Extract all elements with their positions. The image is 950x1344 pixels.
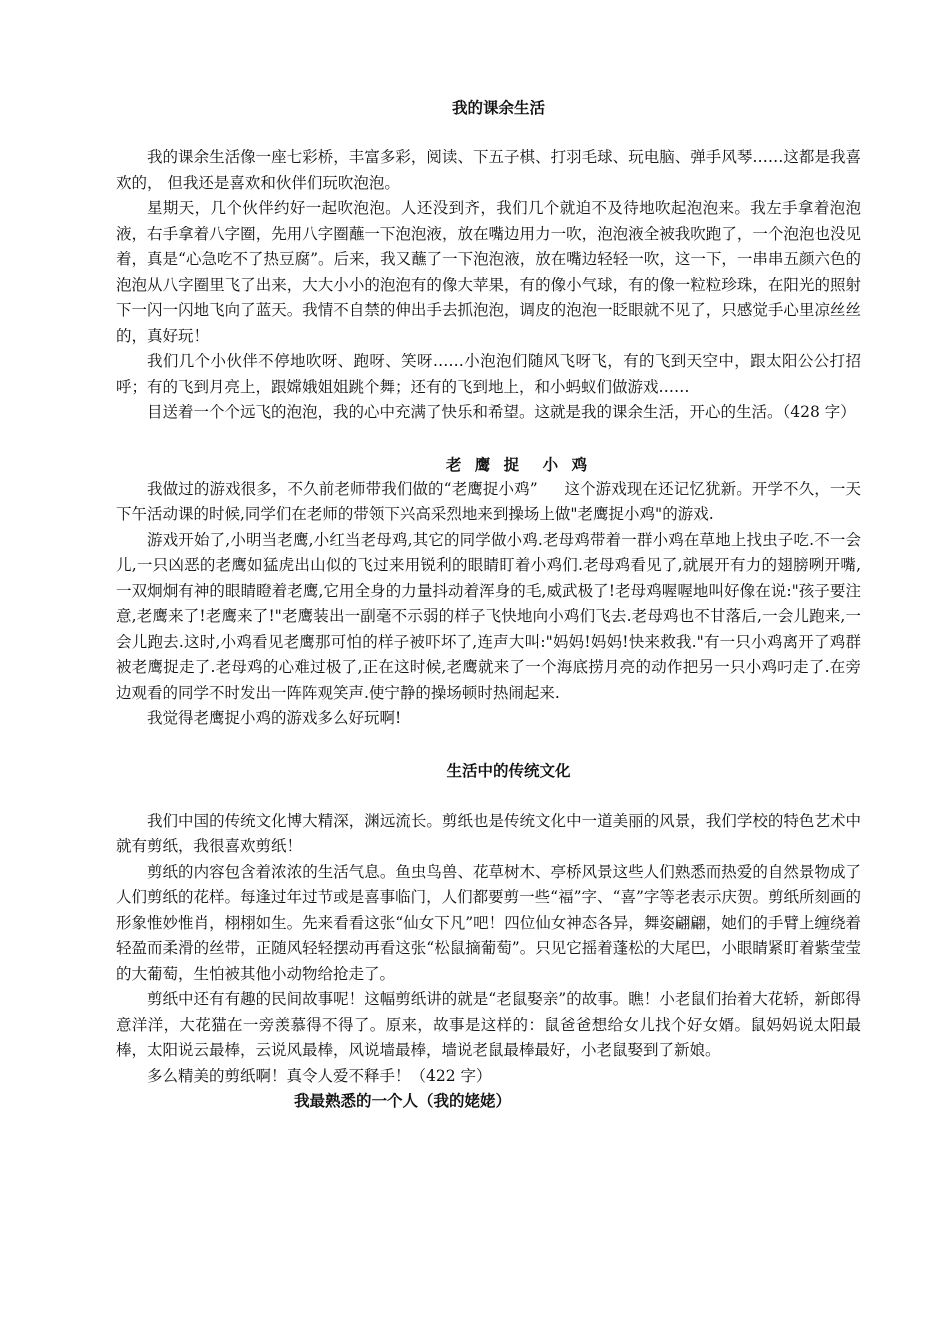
essay-title-grandma: 我最熟悉的一个人（我的姥姥） — [294, 1092, 512, 1110]
essay-title-after-school-life: 我的课余生活 — [451, 99, 545, 117]
paragraph: 我做过的游戏很多，不久前老师带我们做的“老鹰捉小鸡” 这个游戏现在还记忆犹新。开学不久，一天下午活动课的时候,同学们在老师的带领下兴高采烈地来到操场上做"老鹰捉小鸡"的游戏. — [116, 479, 861, 523]
document-page — [116, 96, 861, 1111]
paragraph: 星期天，几个伙伴约好一起吹泡泡。人还没到齐，我们几个就迫不及待地吹起泡泡来。我左手拿着泡泡液，右手拿着八字圈，先用八字圈蘸一下泡泡液，放在嘴边用力一吹，泡泡液全被我吹跑了，一个泡泡也没见着，真是“心急吃不了热豆腐”。后来，我又蘸了一下泡泡液，放在嘴边轻轻一吹，这一下，一串串五颜六色的泡泡从八字圈里飞了出来，大大小小的泡泡有的像大苹果，有的像小气球，有的像一粒粒珍珠，在阳光的照射下一闪一闪地飞向了蓝天。我情不自禁的伸出手去抓泡泡，调皮的泡泡一眨眼就不见了，只感觉手心里凉丝丝的，真好玩！ — [116, 199, 861, 345]
paragraph: 我的课余生活像一座七彩桥，丰富多彩，阅读、下五子棋、打羽毛球、玩电脑、弹手风琴……这都是我喜欢的， 但我还是喜欢和伙伴们玩吹泡泡。 — [116, 148, 861, 192]
paragraph: 我们几个小伙伴不停地吹呀、跑呀、笑呀……小泡泡们随风飞呀飞，有的飞到天空中，跟太阳公公打招呼；有的飞到月亮上，跟嫦娥姐姐跳个舞；还有的飞到地上，和小蚂蚁们做游戏…… — [116, 352, 861, 396]
paragraph: 多么精美的剪纸啊！真令人爱不释手！（422 字） — [147, 1066, 492, 1085]
paragraph: 我觉得老鹰捉小鸡的游戏多么好玩啊! — [147, 709, 402, 727]
paragraph: 游戏开始了,小明当老鹰,小红当老母鸡,其它的同学做小鸡.老母鸡带着一群小鸡在草地上找虫子吃.不一会儿,一只凶恶的老鹰如猛虎出山似的飞过来用锐利的眼睛盯着小鸡们.老母鸡看见了,就展开有力的翅膀咧开嘴,一双炯炯有神的眼睛瞪着老鹰,它用全身的力量抖动着浑身的毛,威武极了!老母鸡喔喔地叫好像在说:"孩子要注意,老鹰来了!老鹰来了!"老鹰装出一副毫不示弱的样子飞快地向小鸡们飞去.老母鸡也不甘落后,一会儿跑来,一会儿跑去.这时,小鸡看见老鹰那可怕的样子被吓坏了,连声大叫:"妈妈!妈妈!快来救我."有一只小鸡离开了鸡群被老鹰捉走了.老母鸡的心难过极了,正在这时候,老鹰就来了一个海底捞月亮的动作把另一只小鸡叼走了.在旁边观看的同学不时发出一阵阵观笑声.使宁静的操场顿时热闹起来. — [116, 530, 861, 702]
essay-title-eagle-catches-chicks: 老 鹰 捉 小 鸡 — [445, 455, 592, 474]
paragraph: 目送着一个个远飞的泡泡，我的心中充满了快乐和希望。这就是我的课余生活，开心的生活。（428 字） — [147, 403, 856, 421]
essay-title-traditional-culture: 生活中的传统文化 — [446, 761, 571, 780]
paragraph: 我们中国的传统文化博大精深，渊远流长。剪纸也是传统文化中一道美丽的风景，我们学校的特色艺术中就有剪纸，我很喜欢剪纸！ — [116, 811, 861, 855]
paragraph: 剪纸中还有有趣的民间故事呢！这幅剪纸讲的就是“老鼠娶亲”的故事。瞧！小老鼠们抬着大花轿，新郎得意洋洋，大花猫在一旁羡慕得不得了。原来，故事是这样的：鼠爸爸想给女儿找个好女婿。鼠妈妈说太阳最棒，太阳说云最棒，云说风最棒，风说墙最棒，墙说老鼠最棒最好，小老鼠娶到了新娘。 — [116, 990, 861, 1059]
paragraph: 剪纸的内容包含着浓浓的生活气息。鱼虫鸟兽、花草树木、亭桥风景这些人们熟悉而热爱的自然景物成了人们剪纸的花样。每逢过年过节或是喜事临门，人们都要剪一些“福”字、“喜”字等老表示庆贺。剪纸所刻画的形象惟妙惟肖，栩栩如生。先来看看这张“仙女下凡”吧！四位仙女神态各异，舞姿翩翩，她们的手臂上缠绕着轻盈而柔滑的丝带，正随风轻轻摆动再看这张“松鼠摘葡萄”。只见它摇着蓬松的大尾巴，小眼睛紧盯着紫莹莹的大葡萄，生怕被其他小动物给抢走了。 — [116, 862, 861, 983]
